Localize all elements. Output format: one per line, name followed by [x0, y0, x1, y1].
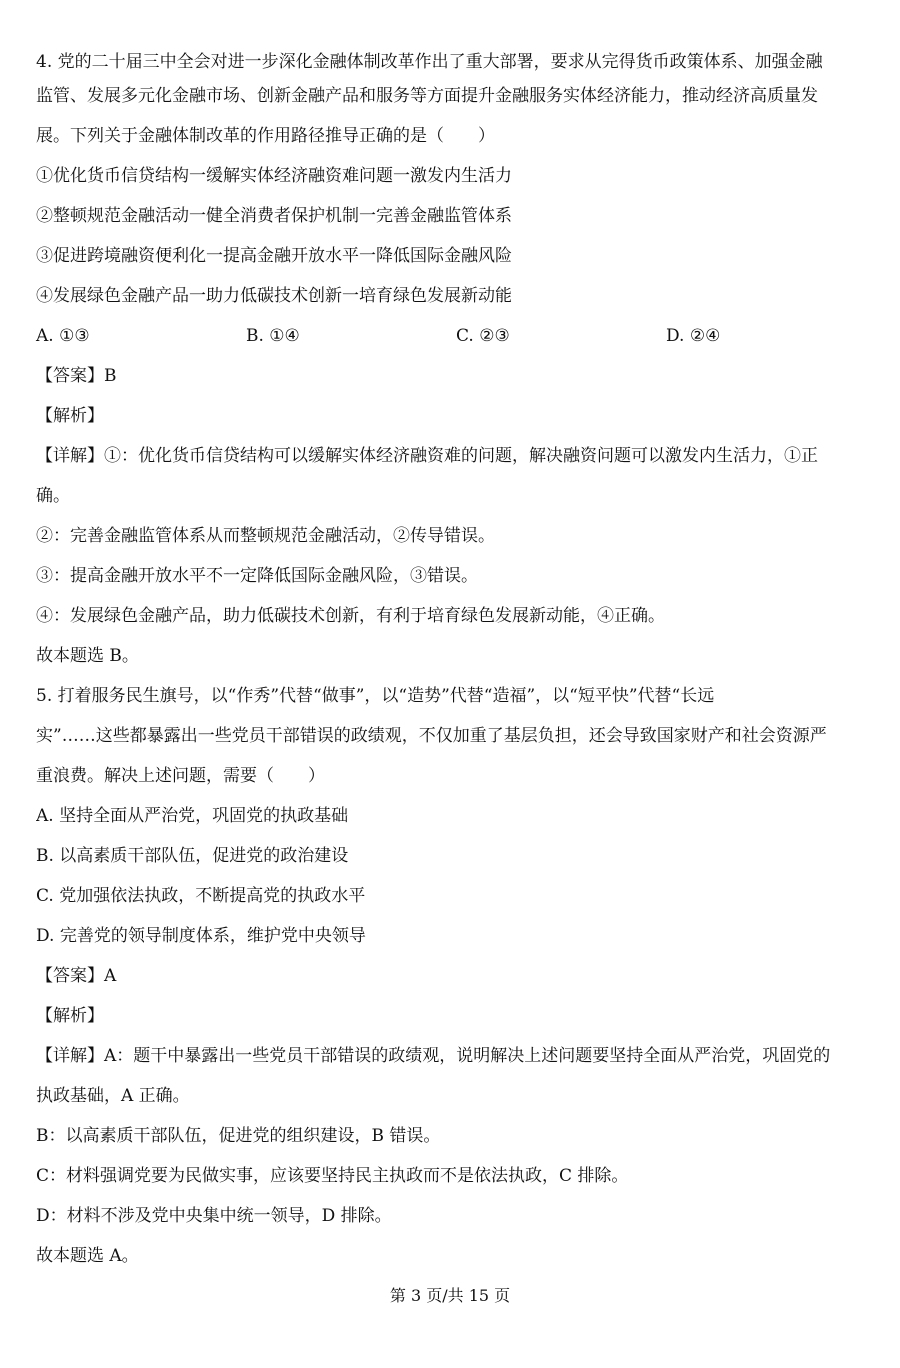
question-4-option-d: D. ②④	[666, 326, 721, 346]
question-4-item-2: ②整顿规范金融活动一健全消费者保护机制一完善金融监管体系	[36, 206, 512, 226]
question-5-stem-line-3: 重浪费。解决上述问题，需要（ ）	[36, 766, 325, 786]
question-5-stem-line-1: 5. 打着服务民生旗号，以“作秀”代替“做事”，以“造势”代替“造福”，以“短平快”代替“长远	[36, 686, 715, 706]
question-4-item-1: ①优化货币信贷结构一缓解实体经济融资难问题一激发内生活力	[36, 166, 512, 186]
question-5-option-d: D. 完善党的领导制度体系，维护党中央领导	[36, 926, 366, 946]
question-4-item-3: ③促进跨境融资便利化一提高金融开放水平一降低国际金融风险	[36, 246, 512, 266]
question-4-stem-line-1: 4. 党的二十届三中全会对进一步深化金融体制改革作出了重大部署，要求从完得货币政策体系、加强金融	[36, 52, 823, 72]
question-5-detail-line-4: C：材料强调党要为民做实事，应该要坚持民主执政而不是依法执政，C 排除。	[36, 1166, 629, 1186]
page-number: 第 3 页/共 15 页	[389, 1286, 511, 1305]
question-5-option-b: B. 以高素质干部队伍，促进党的政治建设	[36, 846, 349, 866]
question-5	[36, 676, 876, 1276]
document-page	[36, 48, 876, 1276]
question-5-detail-line-2: 执政基础，A 正确。	[36, 1086, 190, 1106]
question-5-detail-line-5: D：材料不涉及党中央集中统一领导，D 排除。	[36, 1206, 392, 1226]
question-5-option-c: C. 党加强依法执政，不断提高党的执政水平	[36, 886, 366, 906]
question-4-option-c: C. ②③	[456, 326, 510, 346]
question-4-detail-line-1: 【详解】①：优化货币信贷结构可以缓解实体经济融资难的问题，解决融资问题可以激发内生活力，①正	[36, 446, 818, 466]
question-5-detail-line-1: 【详解】A：题干中暴露出一些党员干部错误的政绩观，说明解决上述问题要坚持全面从严治党，巩固党的	[36, 1046, 831, 1066]
question-4-conclusion: 故本题选 B。	[36, 646, 139, 666]
question-4-answer: 【答案】B	[36, 366, 117, 386]
question-4	[36, 48, 876, 676]
question-4-detail-line-5: ④：发展绿色金融产品，助力低碳技术创新，有利于培育绿色发展新动能，④正确。	[36, 606, 665, 626]
question-4-detail-line-4: ③：提高金融开放水平不一定降低国际金融风险，③错误。	[36, 566, 478, 586]
question-4-detail-line-3: ②：完善金融监管体系从而整顿规范金融活动，②传导错误。	[36, 526, 495, 546]
question-4-option-b: B. ①④	[246, 326, 300, 346]
question-4-option-a: A. ①③	[36, 326, 90, 346]
question-5-detail-line-3: B：以高素质干部队伍，促进党的组织建设，B 错误。	[36, 1126, 441, 1146]
question-5-conclusion: 故本题选 A。	[36, 1246, 139, 1266]
question-4-stem-line-3: 展。下列关于金融体制改革的作用路径推导正确的是（ ）	[36, 126, 495, 146]
question-5-stem-line-2: 实”……这些都暴露出一些党员干部错误的政绩观，不仅加重了基层负担，还会导致国家财产和社会资源严	[36, 726, 827, 746]
question-4-stem-line-2: 监管、发展多元化金融市场、创新金融产品和服务等方面提升金融服务实体经济能力，推动经济高质量发	[36, 86, 818, 106]
question-5-analysis-label: 【解析】	[36, 1006, 104, 1026]
question-5-answer: 【答案】A	[36, 966, 117, 986]
question-4-item-4: ④发展绿色金融产品一助力低碳技术创新一培育绿色发展新动能	[36, 286, 512, 306]
question-5-option-a: A. 坚持全面从严治党，巩固党的执政基础	[36, 806, 349, 826]
question-4-detail-line-2: 确。	[36, 486, 70, 506]
question-4-options	[36, 316, 876, 356]
question-4-analysis-label: 【解析】	[36, 406, 104, 426]
